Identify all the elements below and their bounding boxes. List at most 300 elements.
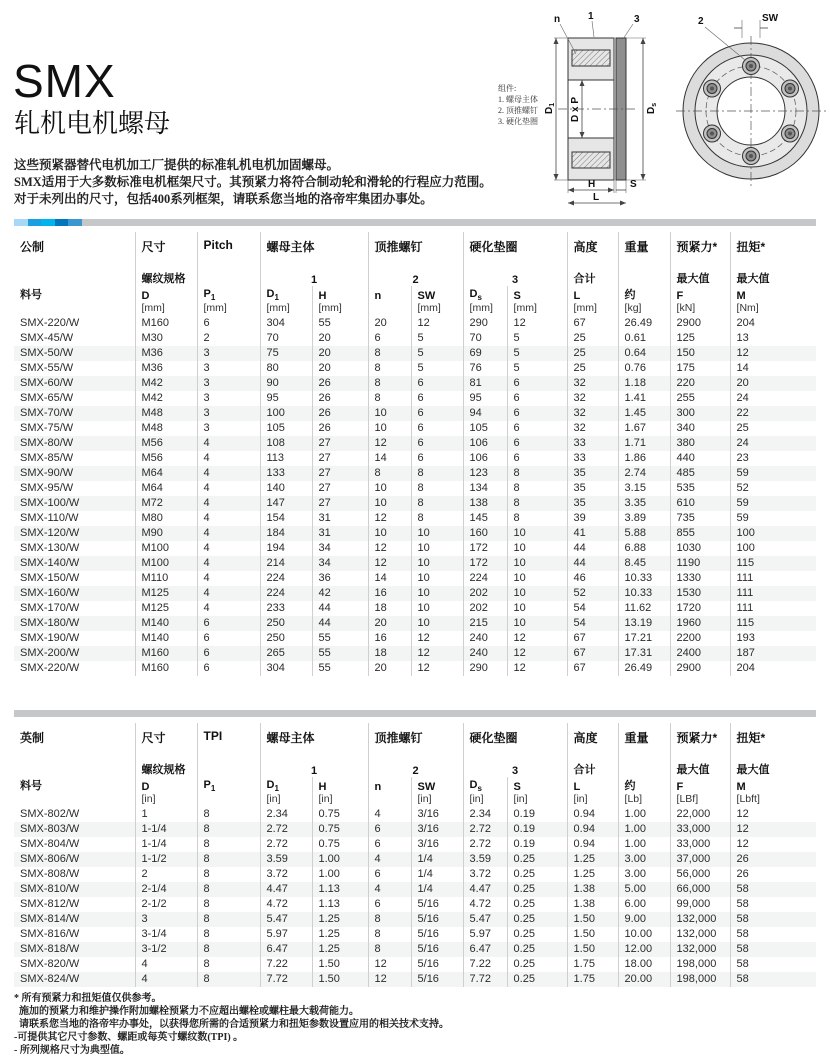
- value-cell: 27: [312, 466, 368, 481]
- value-cell: 6: [507, 451, 567, 466]
- value-cell: 7.22: [260, 957, 312, 972]
- table-row: [14, 972, 816, 987]
- value-cell: 0.75: [312, 822, 368, 837]
- part-number-cell: SMX-810/W: [20, 883, 80, 895]
- table-row: [14, 807, 816, 822]
- value-cell: 12: [730, 822, 816, 837]
- value-cell: 6: [507, 391, 567, 406]
- value-cell: 12: [368, 957, 411, 972]
- value-cell: 10: [411, 526, 463, 541]
- table-row: [14, 511, 816, 526]
- value-cell: 240: [463, 631, 507, 646]
- value-cell: 20: [368, 316, 411, 331]
- table-row: [14, 927, 816, 942]
- part-number-cell: SMX-180/W: [20, 617, 80, 629]
- table-row: [14, 942, 816, 957]
- value-cell: 10: [411, 541, 463, 556]
- unit: [in]: [567, 793, 618, 807]
- value-cell: 0.25: [507, 957, 567, 972]
- value-cell: 0.25: [507, 852, 567, 867]
- unit: [mm]: [507, 302, 567, 316]
- value-cell: 3-1/2: [135, 942, 197, 957]
- value-cell: 69: [463, 346, 507, 361]
- table-row: [14, 882, 816, 897]
- part-number-cell: SMX-140/W: [20, 557, 80, 569]
- imperial-table-accent-bar: [14, 710, 816, 717]
- footnote-line: 请联系您当地的洛帝牢办事处，以获得您所需的合适预紧力和扭矩参数设置应用的相关技术支持。: [19, 1019, 449, 1030]
- table-row: [14, 496, 816, 511]
- value-cell: 18: [368, 601, 411, 616]
- value-cell: 44: [567, 541, 618, 556]
- value-cell: 70: [260, 331, 312, 346]
- value-cell: 81: [463, 376, 507, 391]
- value-cell: 1190: [670, 556, 730, 571]
- value-cell: 4: [135, 957, 197, 972]
- part-number-cell: SMX-85/W: [20, 452, 74, 464]
- part-number-label: 料号: [20, 780, 42, 792]
- col-torque: 扭矩*: [730, 232, 816, 266]
- part-number-cell: SMX-70/W: [20, 407, 74, 419]
- value-cell: 111: [730, 571, 816, 586]
- value-cell: 10.33: [618, 571, 670, 586]
- dim-label-h: H: [588, 179, 596, 190]
- col-weight: 重量: [618, 232, 670, 266]
- value-cell: M140: [135, 631, 197, 646]
- value-cell: 3: [197, 376, 260, 391]
- description-line: 这些预紧器替代电机加工厂提供的标准轧机电机加固螺母。: [14, 158, 340, 172]
- table-row: [14, 571, 816, 586]
- unit: [Lb]: [618, 793, 670, 807]
- value-cell: 154: [260, 511, 312, 526]
- value-cell: 26.49: [618, 316, 670, 331]
- metric-table-accent-bar: [14, 219, 816, 226]
- value-cell: 1.50: [567, 912, 618, 927]
- callout-n: n: [554, 14, 561, 25]
- value-cell: 160: [463, 526, 507, 541]
- header-tier2-row: [14, 757, 816, 777]
- imperial-table-body: [14, 807, 816, 987]
- value-cell: 20: [312, 361, 368, 376]
- unit: [kN]: [670, 302, 730, 316]
- part-number-cell: SMX-812/W: [20, 898, 80, 910]
- part-number-cell: SMX-200/W: [20, 647, 80, 659]
- value-cell: 22,000: [670, 807, 730, 822]
- value-cell: 25: [567, 346, 618, 361]
- value-cell: 10.33: [618, 586, 670, 601]
- value-cell: 610: [670, 496, 730, 511]
- value-cell: 6: [507, 421, 567, 436]
- unit: [mm]: [135, 302, 197, 316]
- value-cell: 35: [567, 481, 618, 496]
- value-cell: 94: [463, 406, 507, 421]
- symbol-l: L: [567, 286, 618, 302]
- unit: [mm]: [567, 302, 618, 316]
- value-cell: 111: [730, 586, 816, 601]
- value-cell: 34: [312, 556, 368, 571]
- value-cell: 202: [463, 586, 507, 601]
- value-cell: 20: [312, 346, 368, 361]
- cross-section-diagram: [544, 11, 658, 206]
- value-cell: 8: [197, 807, 260, 822]
- value-cell: M110: [135, 571, 197, 586]
- value-cell: 52: [567, 586, 618, 601]
- part-number-label: 料号: [20, 289, 42, 301]
- value-cell: 95: [260, 391, 312, 406]
- value-cell: 75: [260, 346, 312, 361]
- unit: [mm]: [312, 302, 368, 316]
- col-hardened-washer: 硬化垫圈: [463, 723, 567, 757]
- table-row: [14, 406, 816, 421]
- value-cell: 3: [197, 406, 260, 421]
- value-cell: 5.47: [260, 912, 312, 927]
- table-row: [14, 822, 816, 837]
- value-cell: 2-1/2: [135, 897, 197, 912]
- component-number-3: 3: [463, 266, 567, 286]
- value-cell: 1330: [670, 571, 730, 586]
- unit: [in]: [260, 793, 312, 807]
- value-cell: 46: [567, 571, 618, 586]
- value-cell: 1.13: [312, 882, 368, 897]
- value-cell: 8: [507, 481, 567, 496]
- value-cell: 240: [463, 646, 507, 661]
- value-cell: 8: [197, 927, 260, 942]
- unit: [in]: [507, 793, 567, 807]
- value-cell: 2: [135, 867, 197, 882]
- value-cell: M36: [135, 346, 197, 361]
- value-cell: 224: [260, 586, 312, 601]
- technical-drawing: [506, 8, 830, 208]
- value-cell: 105: [260, 421, 312, 436]
- value-cell: 26: [730, 852, 816, 867]
- unit: [368, 793, 411, 807]
- value-cell: 42: [312, 586, 368, 601]
- value-cell: 3: [197, 421, 260, 436]
- max-label: 最大值: [730, 757, 816, 777]
- table-row: [14, 661, 816, 676]
- value-cell: 80: [260, 361, 312, 376]
- value-cell: M80: [135, 511, 197, 526]
- value-cell: 2.72: [463, 822, 507, 837]
- table-row: [14, 616, 816, 631]
- value-cell: 145: [463, 511, 507, 526]
- value-cell: 55: [312, 631, 368, 646]
- value-cell: 3/16: [411, 822, 463, 837]
- value-cell: 5/16: [411, 972, 463, 987]
- col-size: 尺寸: [135, 723, 197, 757]
- value-cell: 485: [670, 466, 730, 481]
- table-row: [14, 837, 816, 852]
- value-cell: 8: [197, 942, 260, 957]
- value-cell: 204: [730, 316, 816, 331]
- value-cell: 3: [197, 391, 260, 406]
- unit: [368, 302, 411, 316]
- value-cell: 4: [368, 807, 411, 822]
- value-cell: 8: [368, 361, 411, 376]
- value-cell: M125: [135, 586, 197, 601]
- value-cell: 22: [730, 406, 816, 421]
- header-unit-row: [14, 793, 816, 807]
- symbol-p1: $P_1$: [197, 286, 260, 302]
- value-cell: 5/16: [411, 912, 463, 927]
- value-cell: 100: [260, 406, 312, 421]
- value-cell: 44: [567, 556, 618, 571]
- value-cell: 13.19: [618, 616, 670, 631]
- value-cell: 12.00: [618, 942, 670, 957]
- part-number-cell: SMX-110/W: [20, 512, 79, 524]
- value-cell: 33: [567, 451, 618, 466]
- value-cell: 134: [463, 481, 507, 496]
- value-cell: 224: [463, 571, 507, 586]
- value-cell: 3-1/4: [135, 927, 197, 942]
- value-cell: 0.76: [618, 361, 670, 376]
- value-cell: 33,000: [670, 822, 730, 837]
- part-number-cell: SMX-803/W: [20, 823, 80, 835]
- dim-label-ds: $D_s$: [646, 102, 658, 114]
- value-cell: 8: [197, 882, 260, 897]
- unit: [mm]: [260, 302, 312, 316]
- value-cell: 24: [730, 436, 816, 451]
- value-cell: 6: [368, 897, 411, 912]
- value-cell: 10: [411, 556, 463, 571]
- value-cell: 1.75: [567, 957, 618, 972]
- unit: [Nm]: [730, 302, 816, 316]
- value-cell: 95: [463, 391, 507, 406]
- value-cell: 20: [312, 331, 368, 346]
- col-jacking-screw: 顶推螺钉: [368, 232, 463, 266]
- part-number-cell: SMX-814/W: [20, 913, 80, 925]
- value-cell: 1.25: [567, 852, 618, 867]
- value-cell: 16: [368, 631, 411, 646]
- value-cell: 2: [197, 331, 260, 346]
- max-label: 最大值: [670, 266, 730, 286]
- value-cell: 198,000: [670, 957, 730, 972]
- value-cell: 16: [368, 586, 411, 601]
- value-cell: 6.00: [618, 897, 670, 912]
- value-cell: 58: [730, 942, 816, 957]
- value-cell: 26: [730, 867, 816, 882]
- value-cell: 100: [730, 526, 816, 541]
- value-cell: 1.00: [618, 837, 670, 852]
- value-cell: 2900: [670, 316, 730, 331]
- value-cell: 6: [507, 406, 567, 421]
- symbol-n: n: [368, 777, 411, 793]
- value-cell: 58: [730, 972, 816, 987]
- part-number-cell: SMX-50/W: [20, 347, 74, 359]
- col-nut-body: 螺母主体: [260, 232, 368, 266]
- value-cell: M30: [135, 331, 197, 346]
- value-cell: 20: [730, 376, 816, 391]
- part-number-cell: SMX-816/W: [20, 928, 80, 940]
- col-preload: 预紧力*: [670, 232, 730, 266]
- value-cell: 187: [730, 646, 816, 661]
- metric-table: [14, 232, 816, 676]
- value-cell: 100: [730, 541, 816, 556]
- value-cell: 12: [411, 661, 463, 676]
- value-cell: 0.94: [567, 807, 618, 822]
- value-cell: 6: [411, 421, 463, 436]
- unit: [in]: [411, 793, 463, 807]
- value-cell: 10: [368, 421, 411, 436]
- part-number-cell: SMX-100/W: [20, 497, 80, 509]
- page-subtitle: 轧机电机螺母: [14, 108, 171, 138]
- value-cell: 67: [567, 316, 618, 331]
- value-cell: 1.45: [618, 406, 670, 421]
- symbol-h: H: [312, 286, 368, 302]
- value-cell: 0.19: [507, 807, 567, 822]
- symbol-d: D: [135, 777, 197, 793]
- callout-1: 1: [588, 11, 594, 22]
- dim-label-l: L: [593, 192, 600, 203]
- value-cell: 4: [197, 571, 260, 586]
- value-cell: 138: [463, 496, 507, 511]
- header-tier2-row: [14, 266, 816, 286]
- value-cell: 1/4: [411, 867, 463, 882]
- value-cell: 855: [670, 526, 730, 541]
- value-cell: 70: [463, 331, 507, 346]
- value-cell: 6: [411, 436, 463, 451]
- imperial-table: [14, 723, 816, 987]
- metric-table-body: [14, 316, 816, 676]
- thread-spec-label: 螺纹规格: [135, 757, 197, 777]
- value-cell: 125: [670, 331, 730, 346]
- value-cell: 54: [567, 601, 618, 616]
- value-cell: 0.75: [312, 807, 368, 822]
- value-cell: 2200: [670, 631, 730, 646]
- table-row: [14, 331, 816, 346]
- part-number-cell: SMX-95/W: [20, 482, 74, 494]
- value-cell: 132,000: [670, 927, 730, 942]
- value-cell: 250: [260, 616, 312, 631]
- value-cell: 0.19: [507, 837, 567, 852]
- value-cell: 4: [197, 496, 260, 511]
- table-row: [14, 897, 816, 912]
- table-row: [14, 541, 816, 556]
- value-cell: M160: [135, 661, 197, 676]
- value-cell: 99,000: [670, 897, 730, 912]
- value-cell: 67: [567, 661, 618, 676]
- accent-segment: [41, 219, 55, 226]
- value-cell: 6.88: [618, 541, 670, 556]
- total-label: 合计: [567, 757, 618, 777]
- value-cell: 198,000: [670, 972, 730, 987]
- value-cell: M42: [135, 391, 197, 406]
- value-cell: 215: [463, 616, 507, 631]
- component-number-3: 3: [463, 757, 567, 777]
- callout-3: 3: [634, 14, 640, 25]
- table-row: [14, 957, 816, 972]
- value-cell: 18: [368, 646, 411, 661]
- value-cell: 175: [670, 361, 730, 376]
- symbol-f: F: [670, 286, 730, 302]
- value-cell: 6: [368, 822, 411, 837]
- value-cell: 11.62: [618, 601, 670, 616]
- value-cell: M100: [135, 541, 197, 556]
- value-cell: 3.89: [618, 511, 670, 526]
- value-cell: 12: [368, 541, 411, 556]
- value-cell: 58: [730, 882, 816, 897]
- symbol-sw: SW: [411, 286, 463, 302]
- total-label: 合计: [567, 266, 618, 286]
- symbol-n: n: [368, 286, 411, 302]
- value-cell: 6: [507, 376, 567, 391]
- value-cell: 6: [368, 837, 411, 852]
- value-cell: 1.25: [312, 927, 368, 942]
- value-cell: 6: [197, 631, 260, 646]
- value-cell: 10: [368, 481, 411, 496]
- value-cell: 0.25: [507, 912, 567, 927]
- value-cell: 58: [730, 927, 816, 942]
- value-cell: 67: [567, 631, 618, 646]
- unit: [mm]: [197, 302, 260, 316]
- value-cell: 3: [197, 346, 260, 361]
- dim-label-s: S: [630, 179, 637, 190]
- value-cell: 1530: [670, 586, 730, 601]
- value-cell: 8: [197, 837, 260, 852]
- part-number-cell: SMX-55/W: [20, 362, 74, 374]
- dim-label-sw: SW: [762, 13, 779, 24]
- value-cell: 12: [730, 837, 816, 852]
- legend-item: 3. 硬化垫圈: [498, 117, 538, 126]
- value-cell: 0.25: [507, 927, 567, 942]
- col-height: 高度: [567, 723, 618, 757]
- part-number-cell: SMX-150/W: [20, 572, 80, 584]
- value-cell: 5.97: [260, 927, 312, 942]
- table-row: [14, 631, 816, 646]
- value-cell: 172: [463, 556, 507, 571]
- value-cell: 3: [197, 361, 260, 376]
- part-number-cell: SMX-120/W: [20, 527, 80, 539]
- part-number-cell: SMX-820/W: [20, 958, 80, 970]
- value-cell: 3.00: [618, 852, 670, 867]
- value-cell: 1.00: [312, 852, 368, 867]
- value-cell: 8: [368, 346, 411, 361]
- symbol-ds: $D_s$: [463, 286, 507, 302]
- value-cell: 8: [197, 822, 260, 837]
- value-cell: 2.72: [463, 837, 507, 852]
- value-cell: 66,000: [670, 882, 730, 897]
- part-number-cell: SMX-90/W: [20, 467, 74, 479]
- value-cell: 8.45: [618, 556, 670, 571]
- value-cell: 8: [411, 481, 463, 496]
- value-cell: 1.75: [567, 972, 618, 987]
- value-cell: 5/16: [411, 897, 463, 912]
- value-cell: 1-1/4: [135, 837, 197, 852]
- part-number-cell: SMX-808/W: [20, 868, 80, 880]
- value-cell: 1.71: [618, 436, 670, 451]
- value-cell: 55: [312, 661, 368, 676]
- value-cell: 6: [197, 661, 260, 676]
- value-cell: 5: [411, 361, 463, 376]
- col-nut-body: 螺母主体: [260, 723, 368, 757]
- value-cell: 31: [312, 526, 368, 541]
- value-cell: 0.19: [507, 822, 567, 837]
- part-number-cell: SMX-45/W: [20, 332, 74, 344]
- value-cell: 10: [507, 541, 567, 556]
- symbol-weight: 约: [618, 286, 670, 302]
- part-number-cell: SMX-804/W: [20, 838, 80, 850]
- value-cell: 24: [730, 391, 816, 406]
- value-cell: 5: [507, 331, 567, 346]
- value-cell: 0.94: [567, 822, 618, 837]
- value-cell: 0.25: [507, 867, 567, 882]
- table-row: [14, 481, 816, 496]
- value-cell: M140: [135, 616, 197, 631]
- symbol-h: H: [312, 777, 368, 793]
- symbol-m: M: [730, 286, 816, 302]
- value-cell: 12: [507, 316, 567, 331]
- part-number-cell: SMX-130/W: [20, 542, 80, 554]
- value-cell: 0.94: [567, 837, 618, 852]
